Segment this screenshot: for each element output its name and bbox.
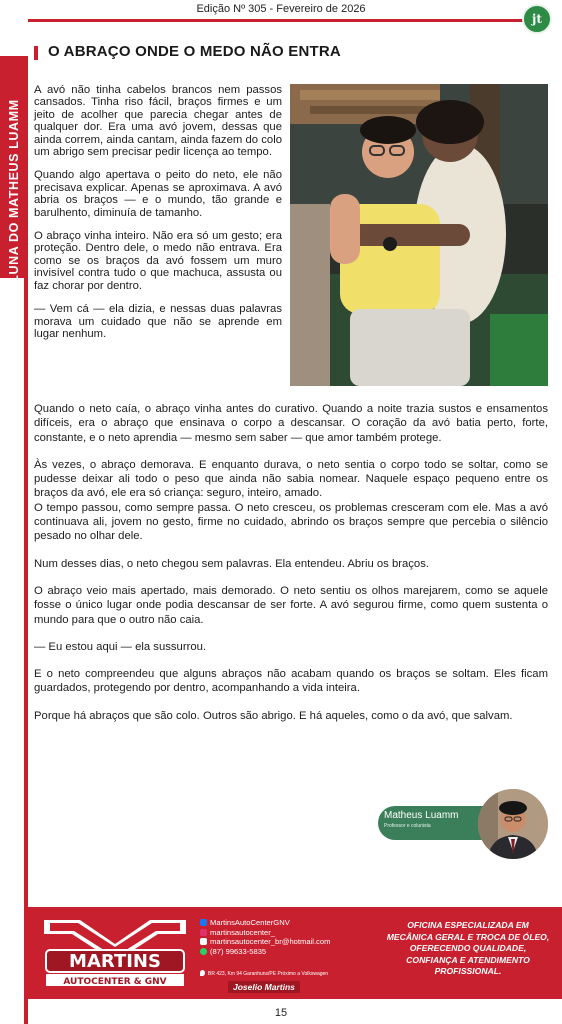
edition-label: Edição Nº 305 - Fevereiro de 2026 [196,3,366,15]
body-paragraph: E o neto compreendeu que alguns abraços não acabam quando os braços se soltam. Eles ficam guardados, protegendo por dentro, acompanhando a vida inteira. [34,668,548,695]
ad-facebook [200,918,330,928]
email-icon [200,938,207,945]
header-rule [28,19,524,22]
martins-logo-text: MARTINS [69,951,161,972]
body-paragraph: Às vezes, o abraço demorava. E enquanto durava, o neto sentia o corpo todo se soltar, como se pudesse deixar ali todo o peso que ainda não sabia nomear. Naquele espaço pequeno entre os braços da avó, ele era só criança: seguro, inteiro, amado. O tempo passou, como sempre passa. O neto cresceu, os problemas cresceram com ele. Mas a avó continuava ali, jovem no gesto, firme no cuidado, abrindo os braços sempre que percebia o silêncio pesado no olhar dele. [34,458,548,543]
hug-photo-illustration [290,84,548,386]
ad-address [200,970,328,977]
body-paragraph: — Eu estou aqui — ela sussurrou. [34,640,207,653]
article-title: O ABRAÇO ONDE O MEDO NÃO ENTRA [48,43,341,60]
magazine-logo [522,4,552,34]
column-paragraph: A avó não tinha cabelos brancos nem passos cansados. Tinha riso fácil, braços firmes e um jeito de acolher que parecia chegar antes de qualquer dor. Era uma avó jovem, dessas que ainda correm, ainda cantam, ainda fazem do colo um abrigo sem precisar pedir licença ao tempo. [34,84,282,159]
ad-signature: Joselio Martins [228,981,300,993]
page-number: 15 [274,1007,288,1019]
martins-logo-graphic [40,914,190,988]
ad-tagline: OFICINA ESPECIALIZADA EM MECÂNICA GERAL E TROCA DE ÓLEO, OFERECENDO QUALIDADE, CONFIANÇA E ATENDIMENTO PROFISSIONAL. [386,920,550,977]
address-text: BR 423, Km 94 Garanhuns/PE Próximo a Volkswagen [208,971,329,977]
instagram-handle: martinsautocenter_ [210,927,276,937]
location-pin-icon [200,970,205,976]
title-marker [34,46,38,60]
ad-instagram [200,928,330,938]
facebook-icon [200,919,207,926]
whatsapp-icon [200,948,207,955]
martins-logo [40,914,190,988]
martins-logo-subtext: AUTOCENTER & GNV [63,977,167,987]
author-role: Professor e colunista [384,823,431,829]
author-avatar [478,789,548,859]
ad-phone [200,947,330,957]
article-body-text [34,402,548,736]
phone-number: (87) 99633-5835 [210,946,267,956]
column-paragraph: Quando algo apertava o peito do neto, ele não precisava explicar. Apenas se aproximava. A avó abria os braços — e o mundo, tão grande e barulhento, diminuía de tamanho. [34,169,282,219]
email-address: martinsautocenter_br@hotmail.com [210,937,331,947]
magazine-logo-text: jt [532,12,542,26]
body-paragraph: Quando o neto caía, o abraço vinha antes do curativo. Quando a noite trazia sustos e ensamentos difíceis, era o abraço que ensinava o corpo a descansar. O coração da avó batia perto, forte, constante, e o neto aprendia — mesmo sem saber — que amor também protege. [34,403,548,444]
instagram-icon [200,929,207,936]
column-label: COLUNA DO MATHEUS LUAMM [7,99,21,303]
column-tab [0,56,28,303]
article-photo [290,84,548,386]
body-paragraph: Porque há abraços que são colo. Outros são abrigo. E há aqueles, como o da avó, que salvam. [34,709,513,722]
facebook-handle: MartinsAutoCenterGNV [210,918,290,927]
ad-contact-list [200,918,330,956]
article-column-text [34,84,282,351]
author-name: Matheus Luamm [384,810,459,821]
author-portrait [478,789,548,859]
body-paragraph: O abraço veio mais apertado, mais demorado. O neto sentiu os olhos marejarem, como se aquele fosse o único lugar onde podia descansar de ser forte. A avó segurou firme, como quem sustenta o mundo para que o outro não caia. [34,584,548,626]
column-paragraph: — Vem cá — ela dizia, e nessas duas palavras morava um cuidado que não se aprende em lugar nenhum. [34,303,282,340]
body-paragraph: Num desses dias, o neto chegou sem palavras. Ela entendeu. Abriu os braços. [34,557,429,570]
column-paragraph: O abraço vinha inteiro. Não era só um gesto; era proteção. Dentro dele, o medo não entrava. Era como se os braços da avó fossem um muro invisível contra tudo o que machuca, assusta ou faz chorar por dentro. [34,230,282,292]
ad-email [200,937,330,947]
column-sidebar [0,22,28,1024]
page-header [0,0,562,22]
